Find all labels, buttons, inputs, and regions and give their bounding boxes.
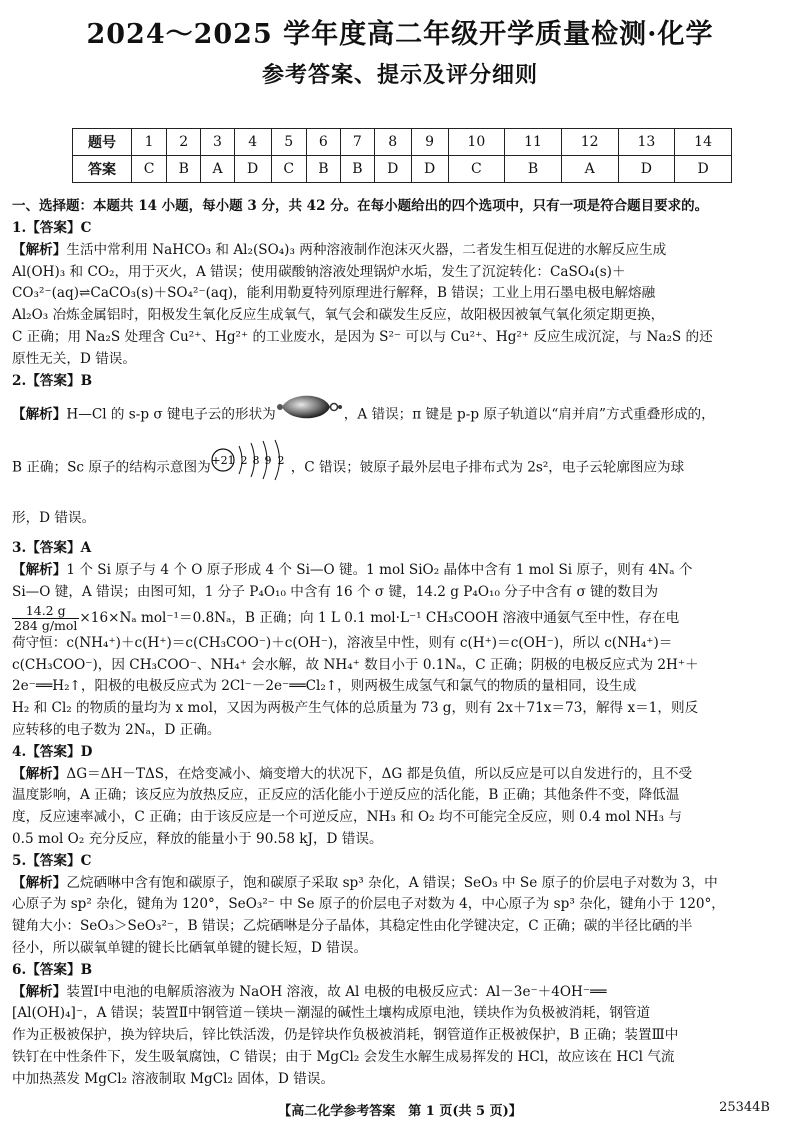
q3-line: 2e⁻══H₂↑，阳极的电极反应式为 2Cl⁻－2e⁻══Cl₂↑，则两极生成氢气和氯气的物质的量相同，设生成 xyxy=(12,678,637,695)
answer-cell: D xyxy=(675,156,732,183)
sc-shell-electrons: 2 xyxy=(277,454,285,468)
answer-cell: A xyxy=(561,156,618,183)
q3-line: ×16×Nₐ mol⁻¹＝0.8Nₐ，B 正确；向 1 L 0.1 mol·L⁻¹ CH₃COOH 溶液中通氨气至中性，存在电 xyxy=(79,609,680,626)
answer-cell: A xyxy=(201,156,234,183)
q2-answer: 2.【答案】B xyxy=(12,372,93,389)
answer-cell: B xyxy=(306,156,340,183)
fraction-numerator: 14.2 g xyxy=(12,604,79,619)
answer-cell: D xyxy=(618,156,675,183)
q2-line: B 正确；Sc 原子的结构示意图为 xyxy=(12,459,211,476)
sc-nucleus-label: +21 xyxy=(211,454,235,468)
q3-tag: 【解析】 xyxy=(12,562,67,579)
q4-line: 度，反应速率减小，C 正确；由于该反应是一个可逆反应，NH₃ 和 O₂ 均不可能完全反应，则 0.4 mol NH₃ 与 xyxy=(12,809,682,826)
q3-fraction xyxy=(12,604,79,633)
answer-table-number-row xyxy=(73,129,732,156)
answer-cell: B xyxy=(340,156,374,183)
q2-explanation xyxy=(12,392,792,538)
question-number: 7 xyxy=(340,129,374,156)
q1-answer: 1.【答案】C xyxy=(12,220,92,236)
number-row-header: 题号 xyxy=(73,129,132,156)
q3-line: 1 个 Si 原子与 4 个 O 原子形成 4 个 Si—O 键。1 mol SiO₂ 晶体中含有 1 mol Si 原子，则有 4Nₐ 个 xyxy=(66,562,693,579)
q3-line: Si—O 键，A 错误；由图可知，1 分子 P₄O₁₀ 中含有 16 个 σ 键，14.2 g P₄O₁₀ 分子中含有 σ 键的数目为 xyxy=(12,583,659,600)
question-1 xyxy=(12,218,792,371)
sigma-orbital-figure xyxy=(276,392,344,438)
q5-tag: 【解析】 xyxy=(12,874,67,891)
q3-line: 应转移的电子数为 2Nₐ，D 正确。 xyxy=(12,721,221,738)
question-number: 6 xyxy=(306,129,340,156)
question-2 xyxy=(12,371,792,539)
answer-cell: D xyxy=(234,156,271,183)
answer-cell: D xyxy=(374,156,411,183)
q1-tag: 【解析】 xyxy=(12,241,67,258)
answer-cell: C xyxy=(271,156,306,183)
q6-tag: 【解析】 xyxy=(12,983,67,1000)
question-6 xyxy=(12,960,792,1091)
question-5 xyxy=(12,851,792,960)
answer-table-answer-row xyxy=(73,156,732,183)
q6-line: 中加热蒸发 MgCl₂ 溶液制取 MgCl₂ 固体，D 错误。 xyxy=(12,1070,335,1087)
section-heading: 一、选择题：本题共 14 小题，每小题 3 分，共 42 分。在每小题给出的四个选项中，只有一项是符合题目要求的。 xyxy=(12,198,709,214)
fraction-denominator: 284 g/mol xyxy=(14,617,78,633)
q4-tag: 【解析】 xyxy=(12,765,67,782)
q6-explanation xyxy=(12,982,792,1091)
q2-line: ，A 错误；π 键是 p-p 原子轨道以“肩并肩”方式重叠形成的， xyxy=(343,406,715,423)
question-number: 3 xyxy=(201,129,234,156)
q3-explanation xyxy=(12,560,792,742)
question-4 xyxy=(12,742,792,851)
q4-line: ΔG＝ΔH－TΔS，在焓变减小、熵变增大的状况下，ΔG 都是负值，所以反应是可以自发进行的，且不受 xyxy=(66,765,693,782)
q1-line: 原性无关，D 错误。 xyxy=(12,350,136,367)
q6-line: [Al(OH)₄]⁻，A 错误；装置Ⅱ中钢管道－镁块－潮湿的碱性土壤构成原电池，镁块作为负极被消耗，钢管道 xyxy=(12,1005,651,1022)
q6-line: 装置Ⅰ中电池的电解质溶液为 NaOH 溶液，故 Al 电极的电极反应式：Al－3e⁻＋4OH⁻══ xyxy=(66,983,607,1000)
q3-line: 荷守恒：c(NH₄⁺)＋c(H⁺)＝c(CH₃COO⁻)＋c(OH⁻)，溶液呈中性，则有 c(H⁺)＝c(OH⁻)，所以 c(NH₄⁺)＝ xyxy=(12,634,673,651)
question-3 xyxy=(12,538,792,741)
question-number: 4 xyxy=(234,129,271,156)
footer-page-info: 【高二化学参考答案 第 1 页(共 5 页)】 xyxy=(278,1104,522,1119)
q5-line: 心原子为 sp² 杂化，键角为 120°，SeO₃²⁻ 中 Se 原子的价层电子对数为 4，中心原子为 sp³ 杂化，键角小于 120°， xyxy=(12,896,725,913)
q1-line: 生活中常利用 NaHCO₃ 和 Al₂(SO₄)₃ 两种溶液制作泡沫灭火器，二者发生相互促进的水解反应生成 xyxy=(66,241,667,258)
question-number: 14 xyxy=(675,129,732,156)
q4-line: 0.5 mol O₂ 充分反应，释放的能量小于 90.58 kJ，D 错误。 xyxy=(12,830,383,847)
answer-cell: B xyxy=(505,156,562,183)
q1-line: C 正确；用 Na₂S 处理含 Cu²⁺、Hg²⁺ 的工业废水，是因为 S²⁻ 可以与 Cu²⁺、Hg²⁺ 反应生成沉淀，与 Na₂S 的还 xyxy=(12,328,713,345)
q4-line: 温度影响，A 正确；该反应为放热反应，正反应的活化能小于逆反应的活化能，B 正确；其他条件不变，降低温 xyxy=(12,787,680,804)
question-number: 12 xyxy=(561,129,618,156)
answer-row-header: 答案 xyxy=(73,156,132,183)
answer-cell: C xyxy=(132,156,167,183)
explanations xyxy=(12,218,792,1091)
q5-line: 乙烷硒啉中含有饱和碳原子，饱和碳原子采取 sp³ 杂化，A 错误；SeO₃ 中 Se 原子的价层电子对数为 3，中 xyxy=(66,874,718,891)
q5-line: 径小，所以碳氧单键的键长比硒氧单键的键长短，D 错误。 xyxy=(12,939,368,956)
q2-line: H—Cl 的 s-p σ 键电子云的形状为 xyxy=(66,406,276,423)
q2-tag: 【解析】 xyxy=(12,406,67,423)
question-number: 5 xyxy=(271,129,306,156)
sc-shell-electrons: 8 xyxy=(252,454,260,468)
question-number: 10 xyxy=(448,129,505,156)
question-number: 2 xyxy=(167,129,201,156)
q2-line: 形，D 错误。 xyxy=(12,510,96,527)
q4-explanation xyxy=(12,764,792,851)
q1-explanation xyxy=(12,240,792,371)
q6-line: 作为正极被保护，换为锌块后，锌比铁活泼，仍是锌块作负极被消耗，钢管道作正极被保护，B 正确；装置Ⅲ中 xyxy=(12,1027,679,1044)
answer-cell: B xyxy=(167,156,201,183)
q5-explanation xyxy=(12,873,792,960)
q5-line: 键角大小：SeO₃＞SeO₃²⁻，B 错误；乙烷硒啉是分子晶体，其稳定性由化学键决定，C 正确；碳的半径比硒的半 xyxy=(12,918,693,935)
q6-answer: 6.【答案】B xyxy=(12,961,93,978)
question-number: 11 xyxy=(505,129,562,156)
q3-line: H₂ 和 Cl₂ 的物质的量均为 x mol，又因为两极产生气体的总质量为 73 g，则有 2x＋71x＝73，解得 x＝1，则反 xyxy=(12,700,699,717)
footer-code: 25344B xyxy=(719,1100,770,1115)
q3-line: c(CH₃COO⁻)，因 CH₃COO⁻、NH₄⁺ 会水解，故 NH₄⁺ 数目小于 0.1Nₐ，C 正确；阴极的电极反应式为 2H⁺＋ xyxy=(12,656,699,673)
page-subtitle: 参考答案、提示及评分细则 xyxy=(261,62,538,88)
sc-shell-electrons: 9 xyxy=(264,454,272,468)
q2-line: ，C 错误；铍原子最外层电子排布式为 2s²，电子云轮廓图应为球 xyxy=(290,459,685,476)
page-title: 2024～2025 学年度高二年级开学质量检测·化学 xyxy=(86,19,714,50)
question-number: 9 xyxy=(411,129,448,156)
answer-cell: D xyxy=(411,156,448,183)
q1-line: Al₂O₃ 冶炼金属铝时，阳极发生氧化反应生成氧气，氧气会和碳发生反应，故阳极因被氧气氧化须定期更换， xyxy=(12,307,665,324)
sc-shell-electrons: 2 xyxy=(240,454,248,468)
question-number: 8 xyxy=(374,129,411,156)
question-number: 13 xyxy=(618,129,675,156)
sc-atom-structure-figure xyxy=(211,438,291,498)
q3-answer: 3.【答案】A xyxy=(12,540,92,557)
answer-cell: C xyxy=(448,156,505,183)
q1-line: CO₃²⁻(aq)⇌CaCO₃(s)＋SO₄²⁻(aq)，能利用勒夏特列原理进行解释，B 错误；工业上用石墨电极电解熔融 xyxy=(12,285,656,302)
answer-table xyxy=(72,128,732,183)
q5-answer: 5.【答案】C xyxy=(12,852,92,869)
q6-line: 铁钉在中性条件下，发生吸氧腐蚀，C 错误；由于 MgCl₂ 会发生水解生成易挥发的 HCl，故应该在 HCl 气流 xyxy=(12,1048,675,1065)
q4-answer: 4.【答案】D xyxy=(12,743,93,760)
question-number: 1 xyxy=(132,129,167,156)
q1-line: Al(OH)₃ 和 CO₂，用于灭火，A 错误；使用碳酸钠溶液处理锅炉水垢，发生了沉淀转化：CaSO₄(s)＋ xyxy=(12,263,626,280)
